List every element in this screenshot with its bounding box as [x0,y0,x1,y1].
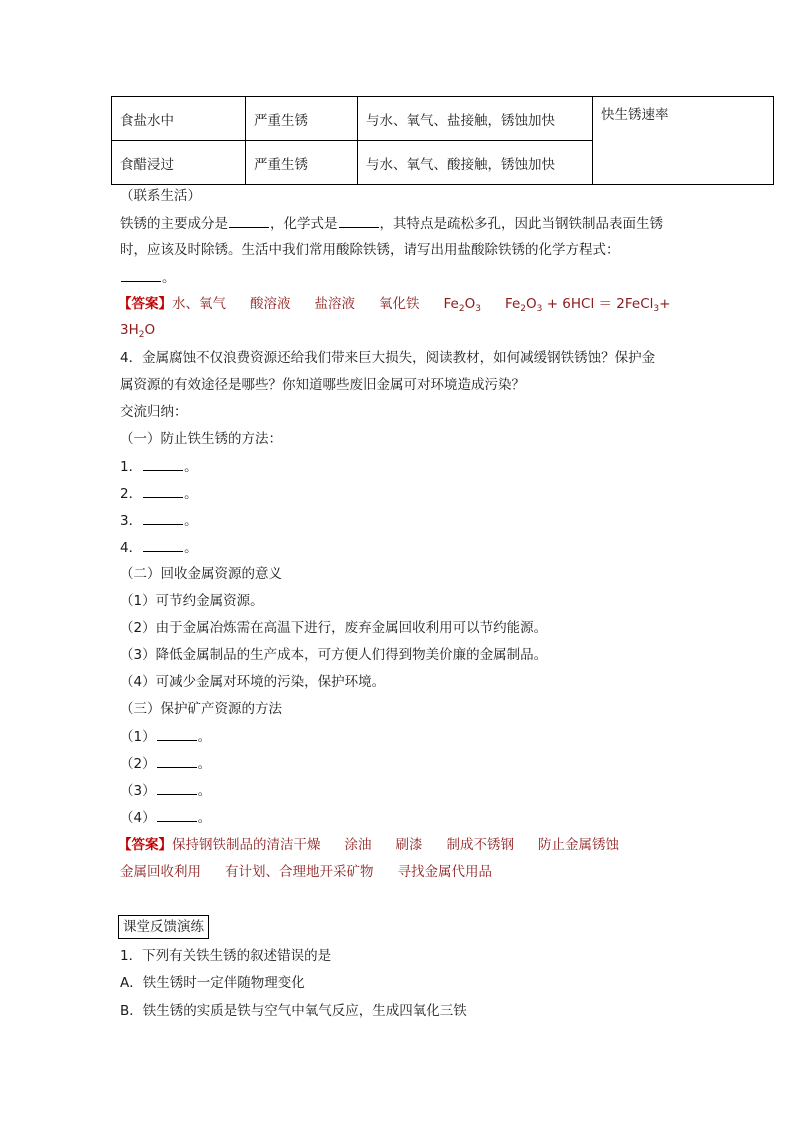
list-item: （2） 。 [120,753,211,774]
practice-section-title: 课堂反馈演练 [118,915,209,939]
answer-blank [157,726,197,741]
list-item: （3） 。 [120,780,211,801]
question-text: 4．金属腐蚀不仅浪费资源还给我们带来巨大损失，阅读教材，如何减缓钢铁锈蚀？保护金 [120,350,656,366]
rust-conditions-table [111,96,774,185]
table-row [112,97,774,141]
chemical-equation-cont: $3H_2O$ [120,322,156,340]
table-cell: 严重生锈 [246,141,358,185]
list-item: （4）可减少金属对环境的污染，保护环境。 [120,674,386,690]
table-cell: 与水、氧气、酸接触，锈蚀加快 [358,141,593,185]
list-item: 3． 。 [120,510,198,531]
question-text: 。 [120,267,176,288]
table-cell: 与水、氧气、盐接触，锈蚀加快 [358,97,593,141]
answer-tag: 【答案】 [118,296,172,312]
answer-line: 金属回收利用 有计划、合理地开采矿物 寻找金属代用品 [120,864,492,880]
answer-blank [143,483,183,498]
subsection-title: （三）保护矿产资源的方法 [120,701,282,717]
table-merged-cell: 快生锈速率 [593,97,774,185]
formula-fe2o3: $Fe_2O_3$ [443,296,481,314]
option-b: B．铁生锈的实质是铁与空气中氧气反应，生成四氧化三铁 [120,1003,467,1019]
chemical-equation: $Fe_2O_3 + 6HCl$ ＝ 2FeCl$_3$+ [504,296,671,314]
subsection-title: （一）防止铁生锈的方法： [120,431,282,447]
summary-label: 交流归纳： [120,404,188,420]
answer-blank [157,780,197,795]
question-text: 1．下列有关铁生锈的叙述错误的是 [120,948,332,964]
table-cell: 食醋浸过 [112,141,246,185]
list-item: 1． 。 [120,456,198,477]
answer-blank [157,807,197,822]
answer-blank [229,213,269,228]
table-cell: 食盐水中 [112,97,246,141]
answer-line: 【答案】保持钢铁制品的清洁干燥 涂油 刷漆 制成不锈钢 防止金属锈蚀 [118,837,619,853]
table-cell: 严重生锈 [246,97,358,141]
list-item: （4） 。 [120,807,211,828]
list-item: （1）可节约金属资源。 [120,593,264,609]
answer-blank [157,753,197,768]
answer-line: 【答案】水、氧气 酸溶液 盐溶液 氧化铁 $Fe_2O_3$ $Fe_2O_3 + 6HCl$ ＝ 2FeCl$_3$+ [118,296,671,314]
section-heading: （联系生活） [120,188,201,204]
answer-blank [143,510,183,525]
subsection-title: （二）回收金属资源的意义 [120,566,282,582]
question-text: 属资源的有效途径是哪些？你知道哪些废旧金属可对环境造成污染？ [120,377,525,393]
answer-blank [143,456,183,471]
question-text: 铁锈的主要成分是 ，化学式是 ，其特点是疏松多孔，因此当钢铁制品表面生锈 [120,213,663,234]
question-text: 时，应该及时除锈。生活中我们常用酸除铁锈，请写出用盐酸除铁锈的化学方程式： [120,242,620,258]
answer-tag: 【答案】 [118,837,172,853]
list-item: 2． 。 [120,483,198,504]
list-item: （1） 。 [120,726,211,747]
list-item: （3）降低金属制品的生产成本，可方便人们得到物美价廉的金属制品。 [120,647,548,663]
answer-blank [121,267,161,282]
list-item: （2）由于金属冶炼需在高温下进行，废弃金属回收利用可以节约能源。 [120,620,548,636]
answer-blank [339,213,379,228]
list-item: 4． 。 [120,537,198,558]
option-a: A．铁生锈时一定伴随物理变化 [120,975,305,991]
answer-blank [143,537,183,552]
